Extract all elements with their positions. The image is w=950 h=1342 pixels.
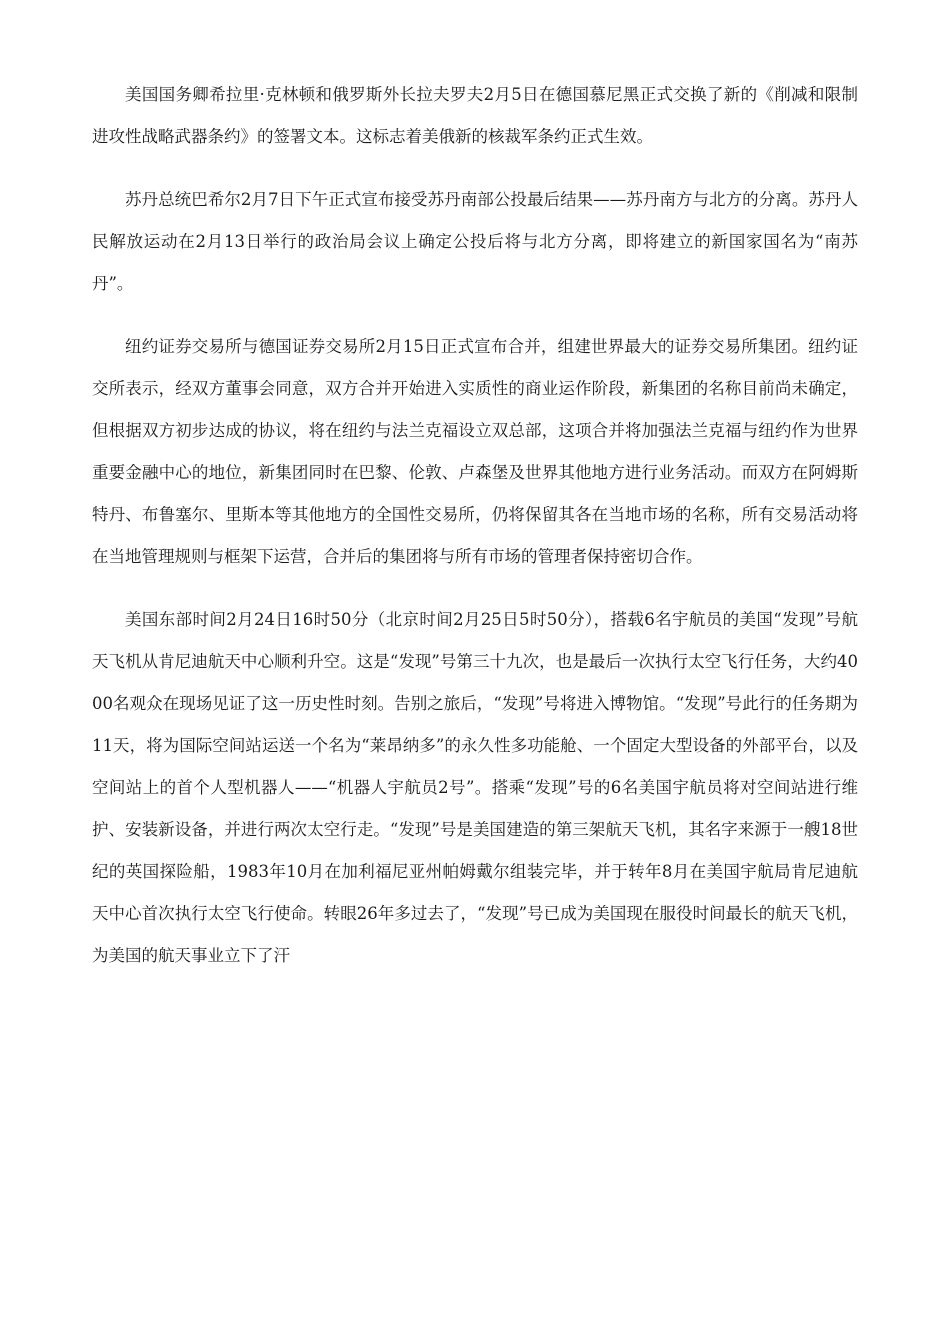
document-page — [92, 74, 858, 977]
paragraph-south-sudan: 苏丹总统巴希尔2月7日下午正式宣布接受苏丹南部公投最后结果——苏丹南方与北方的分离。苏丹人民解放运动在2月13日举行的政治局会议上确定公投后将与北方分离，即将建立的新国家国名为“南苏丹”。 — [92, 190, 858, 293]
paragraph-stock-exchange-merger: 纽约证券交易所与德国证券交易所2月15日正式宣布合并，组建世界最大的证券交易所集团。纽约证交所表示，经双方董事会同意，双方合并开始进入实质性的商业运作阶段，新集团的名称目前尚未确定，但根据双方初步达成的协议，将在纽约与法兰克福设立双总部，这项合并将加强法兰克福与纽约作为世界重要金融中心的地位，新集团同时在巴黎、伦敦、卢森堡及世界其他地方进行业务活动。而双方在阿姆斯特丹、布鲁塞尔、里斯本等其他地方的全国性交易所，仍将保留其各在当地市场的名称，所有交易活动将在当地管理规则与框架下运营，合并后的集团将与所有市场的管理者保持密切合作。 — [92, 337, 858, 566]
paragraph-discovery-shuttle: 美国东部时间2月24日16时50分（北京时间2月25日5时50分），搭载6名宇航员的美国“发现”号航天飞机从肯尼迪航天中心顺利升空。这是“发现”号第三十九次，也是最后一次执行太空飞行任务，大约4000名观众在现场见证了这一历史性时刻。告别之旅后，“发现”号将进入博物馆。“发现”号此行的任务期为11天，将为国际空间站运送一个名为“莱昂纳多”的永久性多功能舱、一个固定大型设备的外部平台，以及空间站上的首个人型机器人——“机器人宇航员2号”。搭乘“发现”号的6名美国宇航员将对空间站进行维护、安装新设备，并进行两次太空行走。“发现”号是美国建造的第三架航天飞机，其名字来源于一艘18世纪的英国探险船，1983年10月在加利福尼亚州帕姆戴尔组装完毕，并于转年8月在美国宇航局肯尼迪航天中心首次执行太空飞行使命。转眼26年多过去了，“发现”号已成为美国现在服役时间最长的航天飞机，为美国的航天事业立下了汗 — [92, 610, 858, 965]
paragraph-new-start-treaty: 美国国务卿希拉里·克林顿和俄罗斯外长拉夫罗夫2月5日在德国慕尼黑正式交换了新的《削减和限制进攻性战略武器条约》的签署文本。这标志着美俄新的核裁军条约正式生效。 — [92, 85, 858, 146]
